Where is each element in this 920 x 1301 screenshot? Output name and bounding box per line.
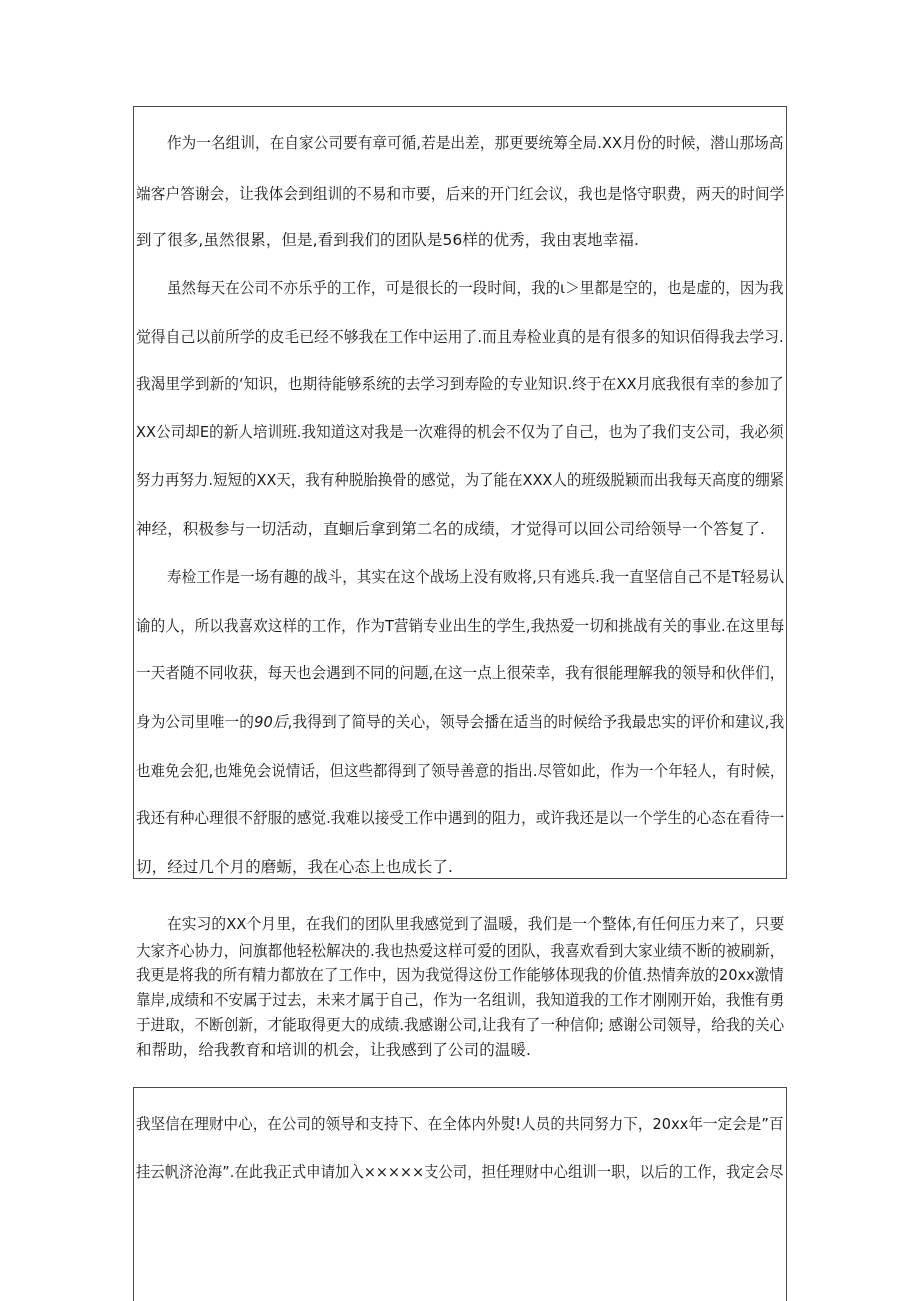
paragraph-line: 我渴里学到新的‘知识，也期待能够系统的去学习到寿险的专业知识.终于在XX月底我很有幸的参加了 (136, 375, 784, 393)
paragraph-line: 切，经过几个月的磨蛎，我在心态上也成长了. (136, 858, 454, 876)
line-segment: 身为公司里唯一的 (136, 713, 255, 731)
paragraph-line: 在实习的XX个月里，在我们的团队里我感觉到了温暖，我们是一个整体,有任何压力来了，只要 (167, 915, 785, 933)
paragraph-line: 一天者随不同收获，每天也会遇到不同的问题,在这一点上很荣幸，我有很能理解我的领导和伙伴们， (136, 664, 785, 682)
paragraph-line: 觉得自己以前所学的皮毛已经不够我在工作中运用了.而且寿检业真的是有很多的知识佰得我去学习. (136, 328, 784, 346)
paragraph-line: 神经，积极参与一切活动，直蛔后拿到第二名的成绩，才觉得可以回公司给领导一个答复了. (136, 520, 766, 538)
paragraph-line: 我更是将我的所有精力都放在了工作中，因为我觉得这份工作能够体现我的价值.热情奔放的20xx激情 (136, 966, 784, 984)
paragraph-line: 到了很多,虽然很累，但是,看到我们的团队是56样的优秀，我由衷地幸福. (136, 231, 640, 249)
paragraph-line: XX公司却E的新人培训班.我知道这对我是一次难得的机会不仅为了自己，也为了我们支公司，我必须 (136, 423, 784, 441)
paragraph-line: 我坚信在理财中心，在公司的领导和支持下、在全体内外熨!人员的共同努力下，20xx年一定会是”百 (136, 1115, 784, 1133)
paragraph-line: 作为一名组训，在自家公司要有章可循,若是出差，那更要统筹全局.XX月份的时候，潜山那场高 (167, 134, 784, 152)
paragraph-line: 于进取，不断创新，才能取得更大的成绩.我感谢公司,让我有了一种信仰; 感谢公司领导，给我的关心 (136, 1016, 785, 1034)
paragraph-line: 我还有种心理很不舒服的感觉.我难以接受工作中遇到的阻力，或许我还是以一个学生的心态在看待一 (136, 809, 785, 827)
paragraph-line: 和帮助，给我教育和培训的机会，让我感到了公司的温暖. (136, 1041, 532, 1059)
paragraph-line: 靠岸,成绩和不安属于过去，未来才属于自己，作为一名组训，我知道我的工作才刚刚开始，我惟有勇 (136, 991, 785, 1009)
paragraph-line: 虽然每天在公司不亦乐乎的工作，可是很长的一段时间，我的ι＞里都是空的，也是虚的，因为我 (167, 279, 784, 297)
paragraph-line: 也难免会犯,也雉免会说情话，但这些都得到了领导善意的指出.尽管如此，作为一个年轻人，有时候， (136, 762, 785, 780)
line-segment: ,我得到了简导的关心，领导会播在适当的时候给予我最忠实的评价和建议,我 (287, 713, 785, 731)
paragraph-line: 寿检工作是一场有趣的战斗，其实在这个战场上没有败将,只有逃兵.我一直坚信自己不是T轻易认 (167, 568, 785, 586)
paragraph-line: 端客户答谢会，让我体会到组训的不易和市要，后来的开门红会议，我也是恪守职费，两天的时间学 (136, 185, 785, 203)
line-segment-italic: 90后 (254, 713, 288, 731)
paragraph-line: 大家齐心协力，问旗都他轻松解决的.我也热爱这样可爱的团队，我喜欢看到大家业绩不断的被刷新， (136, 942, 785, 960)
paragraph-line (136, 710, 784, 732)
paragraph-line: 谕的人，所以我喜欢这样的工作，作为T营销专业出生的学生,我热爱一切和挑战有关的事业.在这里每 (136, 617, 785, 635)
paragraph-line: 挂云帆济沧海”.在此我正式申请加入×××××支公司，担任理财中心组训一职，以后的工作，我定会尽 (136, 1163, 784, 1181)
paragraph-line: 努力再努力.短短的XX天，我有种脱胎换骨的感觉，为了能在XXX人的班级脱颖而出我每天高度的绷紧 (136, 471, 785, 489)
